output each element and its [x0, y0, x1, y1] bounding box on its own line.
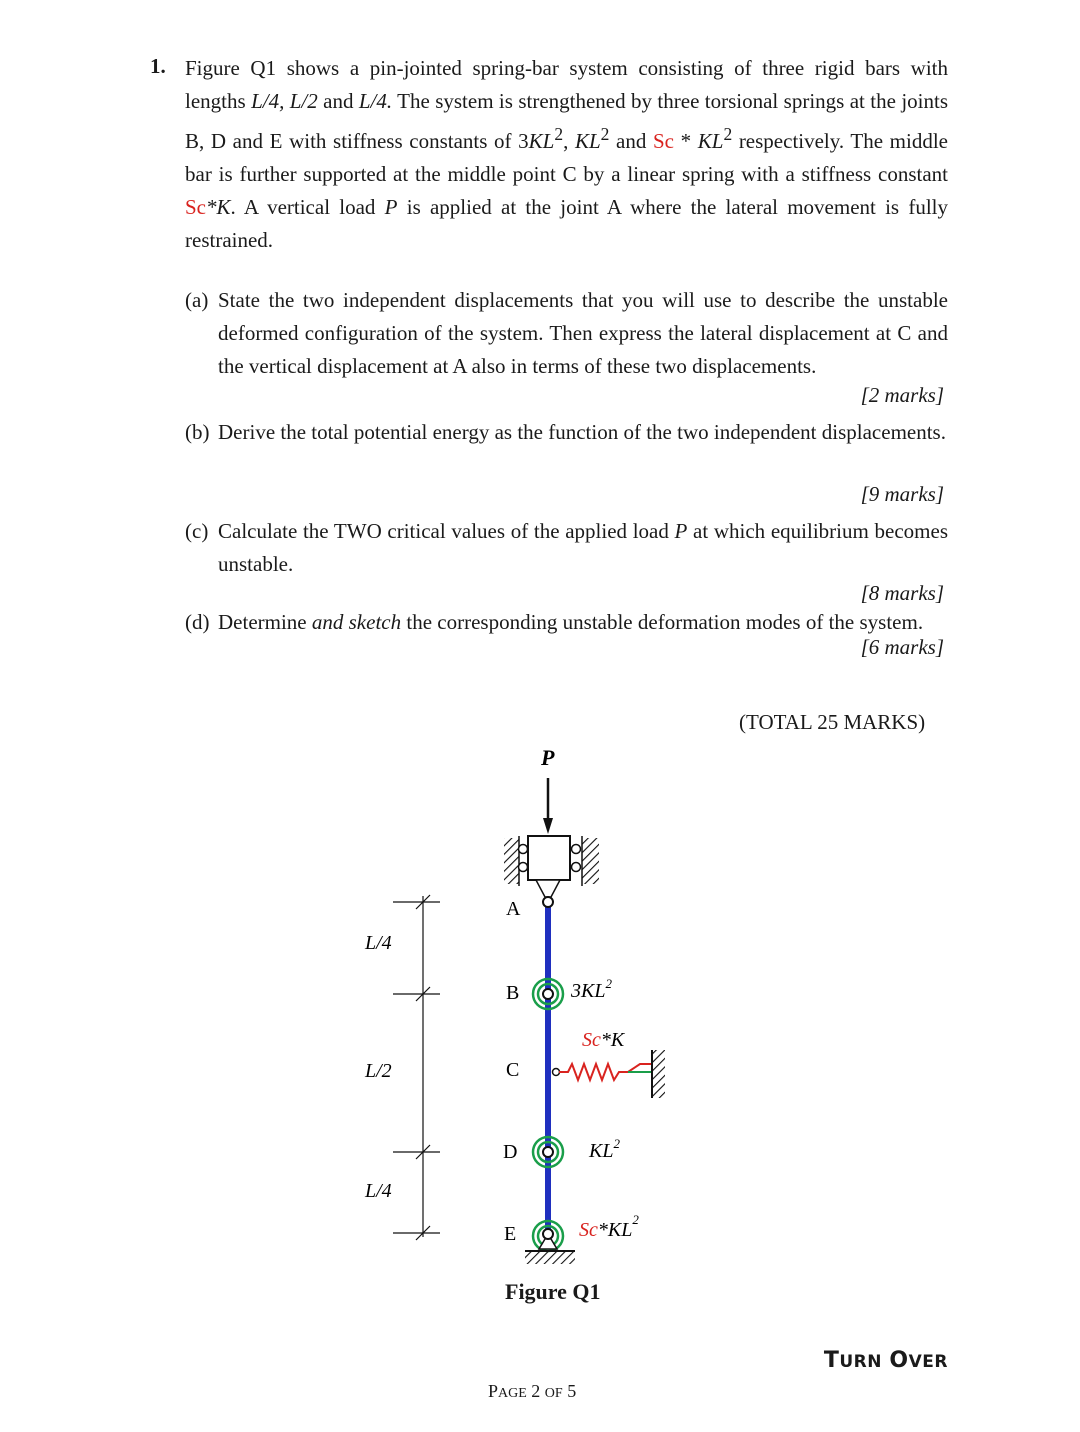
- question-text: Figure Q1 shows a pin-jointed spring-bar system consisting of three rigid bars with lengths L/4, L/2 and L/4. The system is strengthened by three torsional springs at the joints B, D and E with stiffness constants of $3KL^2$, $KL^2$ and Sc * $KL^2$ respectively. The middle bar is further supported at the middle point C by a linear spring with a stiffness constant Sc*K. A vertical load P is applied at the joint A where the lateral movement is fully restrained.: [185, 56, 949, 252]
- marks-c: [8 marks]: [860, 581, 944, 605]
- roller-support: [504, 836, 599, 897]
- marks-a: [2 marks]: [860, 383, 944, 407]
- load-label: P: [541, 745, 555, 770]
- dim-label-3: L/4: [365, 1180, 392, 1202]
- spring-b-stiffness: $3KL^2$: [571, 976, 612, 1002]
- joint-a-label: A: [506, 898, 521, 920]
- joint-e-label: E: [504, 1223, 517, 1245]
- linear-spring-c: [553, 1050, 666, 1098]
- dim-label-2: L/2: [365, 1060, 392, 1082]
- figure-caption: Figure Q1: [505, 1279, 601, 1304]
- torsion-spring-d: [533, 1137, 563, 1167]
- load-arrow: [543, 778, 553, 834]
- part-c: (c) Calculate the TWO critical values of the applied load P at which equilibrium becomes unstable.: [185, 519, 948, 576]
- torsion-spring-e: [533, 1221, 563, 1251]
- part-a: (a) State the two independent displacements that you will use to describe the unstable deformed configuration of the system. Then express the lateral displacement at C and the vertical displacement at A also in terms of these two displacements.: [185, 288, 948, 378]
- joint-a-pin: [543, 897, 553, 907]
- spring-e-stiffness: $Sc*KL^2$: [579, 1212, 639, 1241]
- dimension-line: [393, 895, 440, 1240]
- spring-d-stiffness: $KL^2$: [589, 1136, 620, 1162]
- part-d: (d) Determine and sketch the corresponding unstable deformation modes of the system.: [185, 610, 924, 634]
- total-marks: (TOTAL 25 MARKS): [739, 710, 926, 734]
- dim-label-1: L/4: [365, 932, 392, 954]
- joint-c-label: C: [506, 1059, 520, 1081]
- joint-b-label: B: [506, 982, 520, 1004]
- joint-d-label: D: [503, 1141, 518, 1163]
- torsion-spring-b: [533, 979, 563, 1009]
- spring-c-stiffness: Sc*K: [582, 1029, 625, 1051]
- page-number: PAGE 2 OF 5: [488, 1381, 577, 1401]
- part-b: (b) Derive the total potential energy as the function of the two independent displacements.: [185, 420, 946, 444]
- question-number: 1.: [150, 54, 166, 78]
- fixed-support-e: [525, 1251, 575, 1264]
- turn-over: TURN OVER: [823, 1348, 948, 1373]
- marks-d: [6 marks]: [860, 635, 944, 659]
- marks-b: [9 marks]: [860, 482, 944, 506]
